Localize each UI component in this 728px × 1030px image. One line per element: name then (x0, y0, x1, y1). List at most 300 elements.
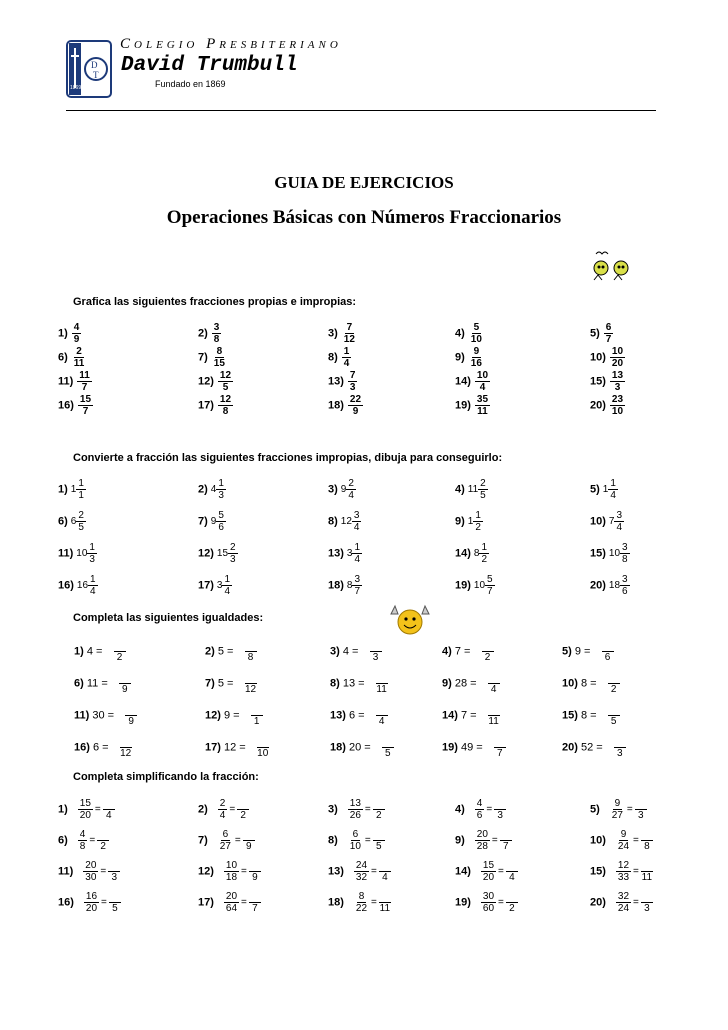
denominator: 64 (225, 903, 238, 914)
exercise-number: 9) (455, 515, 465, 528)
denominator: 2 (375, 810, 382, 821)
answer-fraction (114, 640, 126, 663)
answer-fraction (251, 704, 263, 727)
denominator: 3 (497, 810, 503, 821)
denominator: 5 (222, 382, 229, 393)
equation-left: 4 = (83, 645, 106, 658)
equals-sign: = (234, 835, 241, 846)
answer-fraction (482, 640, 494, 663)
answer-fraction (120, 736, 132, 759)
denominator: 5 (480, 490, 486, 501)
denominator: 4 (490, 684, 497, 695)
numerator: 3 (622, 574, 628, 585)
logo-year: 1869 (70, 85, 82, 91)
denominator: 5 (78, 522, 84, 533)
denominator: 60 (482, 903, 495, 914)
numerator: 30 (482, 891, 495, 902)
exercise-number: 12) (198, 865, 214, 878)
equation-left: 4 = (339, 645, 362, 658)
fraction (352, 574, 362, 597)
exercise-number: 15) (590, 547, 606, 560)
answer-blank (119, 672, 131, 684)
exercise-number: 12) (205, 709, 221, 722)
exercise-number: 14) (455, 547, 471, 560)
numerator: 13 (611, 370, 624, 381)
numerator: 1 (89, 542, 95, 553)
exercise-number: 7) (198, 515, 208, 528)
fraction (352, 542, 362, 565)
fraction (78, 798, 93, 821)
numerator: 9 (614, 798, 621, 809)
numerator: 4 (73, 322, 80, 333)
exercise-item (198, 394, 233, 420)
exercise-item (328, 798, 385, 824)
numerator: 15 (79, 798, 91, 809)
equation-left: 5 = (214, 677, 237, 690)
exercise-item (455, 798, 506, 824)
answer-fraction (379, 891, 391, 914)
whole-part: 3 (216, 580, 223, 591)
equals-sign: = (241, 897, 247, 908)
denominator: 4 (354, 554, 361, 565)
numerator: 10 (476, 370, 489, 381)
exercise-number: 7) (198, 834, 208, 847)
numerator: 1 (475, 510, 481, 521)
exercise-item (58, 478, 86, 504)
exercise-item (74, 672, 131, 698)
fraction (348, 370, 358, 393)
numerator: 2 (76, 346, 82, 357)
denominator: 10 (611, 406, 624, 417)
exercise-number: 16) (58, 399, 74, 412)
numerator: 2 (78, 510, 84, 521)
equation-left: 5 = (214, 645, 237, 658)
equals-sign: = (633, 897, 639, 908)
answer-blank (641, 891, 653, 903)
exercise-number: 4) (455, 803, 465, 816)
equation-left: 6 = (89, 741, 112, 754)
exercise-item (74, 736, 132, 762)
numerator: 9 (473, 346, 480, 357)
equals-sign: = (498, 866, 504, 877)
exercise-number: 4) (455, 327, 465, 340)
exercise-number: 15) (590, 865, 606, 878)
section-graph-title: Grafica las siguientes fracciones propias e impropias: (73, 296, 357, 308)
exercise-item (455, 574, 495, 600)
equation-left: 28 = (451, 677, 480, 690)
answer-fraction (635, 798, 647, 821)
denominator: 9 (128, 716, 134, 727)
equation-left: 11 = (83, 677, 111, 690)
equation-left: 8 = (577, 709, 600, 722)
numerator: 35 (476, 394, 489, 405)
exercise-number: 14) (455, 865, 471, 878)
header-divider (66, 110, 656, 111)
denominator: 28 (476, 841, 488, 852)
exercise-item (590, 829, 653, 855)
denominator: 4 (509, 872, 515, 883)
equation-left: 52 = (577, 741, 606, 754)
school-name: David Trumbull (121, 54, 298, 77)
denominator: 30 (85, 872, 97, 883)
exercise-item (590, 574, 630, 600)
answer-blank (379, 860, 391, 872)
answer-blank (602, 640, 614, 652)
answer-blank (506, 891, 518, 903)
exercise-item (58, 346, 86, 372)
exercise-number: 10) (590, 351, 606, 364)
denominator: 8 (247, 652, 254, 663)
denominator: 7 (81, 382, 88, 393)
fraction (479, 542, 489, 565)
denominator: 4 (479, 382, 486, 393)
denominator: 4 (224, 586, 231, 597)
answer-blank (641, 829, 653, 841)
fraction (342, 346, 352, 369)
denominator: 3 (111, 872, 118, 883)
exercise-item (590, 370, 625, 396)
exercise-number: 17) (205, 741, 221, 754)
fraction (84, 891, 99, 914)
denominator: 32 (355, 872, 368, 883)
fraction (216, 478, 226, 501)
answer-blank (103, 798, 115, 810)
answer-fraction (376, 704, 388, 727)
exercise-item (205, 672, 257, 698)
exercise-number: 3) (330, 645, 340, 658)
equals-sign: = (491, 835, 498, 846)
exercise-number: 1) (74, 645, 84, 658)
exercise-item (562, 640, 614, 666)
fraction (77, 370, 92, 393)
answer-blank (237, 798, 249, 810)
denominator: 12 (120, 748, 132, 759)
answer-blank (376, 704, 388, 716)
equation-left: 6 = (345, 709, 368, 722)
answer-fraction (245, 640, 257, 663)
answer-blank (249, 891, 261, 903)
denominator: 10 (349, 841, 361, 852)
denominator: 2 (240, 810, 246, 821)
answer-fraction (506, 891, 518, 914)
equals-sign: = (229, 804, 236, 815)
exercise-item (198, 542, 238, 568)
exercise-number: 3) (328, 483, 338, 496)
answer-fraction (257, 736, 269, 759)
whole-part: 1 (467, 516, 474, 527)
page-subtitle: Operaciones Básicas con Números Fraccionarios (166, 207, 562, 228)
denominator: 8 (213, 334, 220, 345)
exercise-number: 11) (74, 709, 90, 722)
fraction (78, 394, 93, 417)
equals-sign: = (371, 897, 377, 908)
exercise-item (330, 736, 394, 762)
denominator: 3 (218, 490, 224, 501)
exercise-item (328, 574, 362, 600)
exercise-number: 15) (590, 375, 606, 388)
exercise-item (328, 322, 357, 348)
answer-fraction (373, 829, 385, 852)
numerator: 12 (219, 370, 232, 381)
exercise-number: 10) (562, 677, 578, 690)
answer-blank (506, 860, 518, 872)
answer-fraction (103, 798, 115, 821)
school-top-line: Colegio Presbiteriano (120, 36, 342, 52)
answer-blank (243, 829, 255, 841)
whole-part: 9 (340, 484, 347, 495)
denominator: 20 (85, 903, 98, 914)
exercise-number: 18) (328, 896, 344, 909)
exercise-item (590, 478, 618, 504)
fraction (475, 829, 490, 852)
whole-part: 8 (473, 548, 480, 559)
answer-fraction (373, 798, 385, 821)
exercise-number: 12) (198, 375, 214, 388)
whole-part: 3 (346, 548, 353, 559)
denominator: 2 (610, 684, 617, 695)
fraction (87, 542, 97, 565)
answer-blank (494, 798, 506, 810)
whole-part: 10 (608, 548, 621, 559)
answer-fraction (506, 860, 518, 883)
answer-fraction (494, 798, 506, 821)
exercise-number: 13) (330, 709, 346, 722)
exercise-number: 8) (328, 515, 338, 528)
answer-fraction (109, 891, 121, 914)
denominator: 4 (90, 586, 96, 597)
answer-fraction (608, 704, 620, 727)
fraction (216, 510, 226, 533)
exercise-number: 14) (442, 709, 458, 722)
exercise-number: 19) (442, 741, 458, 754)
fraction (620, 574, 630, 597)
answer-blank (257, 736, 269, 748)
denominator: 1 (253, 716, 260, 727)
denominator: 2 (484, 652, 491, 663)
answer-blank (249, 860, 261, 872)
fraction (218, 829, 233, 852)
denominator: 8 (79, 841, 86, 852)
exercise-item (590, 346, 625, 372)
numerator: 12 (219, 394, 232, 405)
numerator: 4 (79, 829, 86, 840)
numerator: 10 (225, 860, 238, 871)
denominator: 2 (100, 841, 106, 852)
answer-blank (608, 672, 620, 684)
answer-fraction (382, 736, 394, 759)
denominator: 7 (496, 748, 503, 759)
answer-blank (635, 798, 647, 810)
answer-fraction (243, 829, 255, 852)
exercise-item (328, 891, 391, 917)
exercise-number: 13) (328, 375, 344, 388)
denominator: 20 (79, 810, 91, 821)
fraction (72, 322, 82, 345)
denominator: 33 (617, 872, 630, 883)
denominator: 6 (218, 522, 224, 533)
denominator: 16 (470, 358, 482, 369)
denominator: 7 (487, 586, 493, 597)
exercise-item (442, 640, 494, 666)
numerator: 32 (617, 891, 630, 902)
page-title: GUIA DE EJERCICIOS (274, 173, 454, 192)
numerator: 13 (349, 798, 361, 809)
exercise-item (328, 510, 361, 536)
fraction (348, 798, 363, 821)
answer-blank (488, 672, 500, 684)
exercise-item (590, 394, 625, 420)
answer-fraction (641, 829, 653, 852)
fraction (224, 891, 239, 914)
answer-blank (373, 829, 385, 841)
exercise-number: 20) (590, 399, 606, 412)
denominator: 2 (481, 554, 488, 565)
exercise-item (58, 510, 86, 536)
numerator: 3 (353, 510, 360, 521)
denominator: 10 (257, 748, 269, 759)
answer-blank (500, 829, 512, 841)
exercise-number: 8) (328, 351, 338, 364)
equation-left: 7 = (457, 709, 480, 722)
answer-fraction (97, 829, 109, 852)
denominator: 3 (372, 652, 379, 663)
exercise-item (198, 574, 232, 600)
denominator: 6 (476, 810, 483, 821)
exercise-item (58, 891, 121, 917)
exercise-number: 5) (590, 327, 600, 340)
answer-blank (482, 640, 494, 652)
denominator: 7 (354, 586, 361, 597)
whole-part: 1 (602, 484, 609, 495)
exercise-number: 1) (58, 327, 68, 340)
exercise-number: 17) (198, 399, 214, 412)
fraction (88, 574, 98, 597)
exercise-item (562, 736, 626, 762)
numerator: 10 (611, 346, 624, 357)
exercise-number: 19) (455, 579, 471, 592)
numerator: 3 (354, 574, 361, 585)
exercise-number: 17) (198, 896, 214, 909)
equals-sign: = (364, 835, 371, 846)
equals-sign: = (101, 897, 107, 908)
exercise-item (198, 829, 255, 855)
denominator: 12 (244, 684, 257, 695)
answer-fraction (602, 640, 614, 663)
exercise-item (590, 510, 624, 536)
answer-fraction (614, 736, 626, 759)
numerator: 20 (85, 860, 97, 871)
fraction (608, 478, 618, 501)
equation-left: 9 = (571, 645, 594, 658)
numerator: 2 (348, 478, 354, 489)
denominator: 27 (219, 841, 231, 852)
answer-fraction (108, 860, 120, 883)
equals-sign: = (486, 804, 493, 815)
answer-blank (109, 891, 121, 903)
fraction (83, 860, 98, 883)
exercise-item (455, 860, 518, 886)
equals-sign: = (633, 835, 639, 846)
exercise-number: 18) (330, 741, 346, 754)
exercise-item (205, 640, 257, 666)
exercise-number: 7) (198, 351, 208, 364)
exercise-number: 2) (205, 645, 215, 658)
fraction (604, 322, 614, 345)
answer-fraction (119, 672, 131, 695)
numerator: 20 (225, 891, 238, 902)
exercise-number: 11) (58, 865, 74, 878)
numerator: 5 (218, 510, 224, 521)
exercise-item (205, 736, 269, 762)
denominator: 3 (616, 748, 623, 759)
exercise-item (198, 798, 249, 824)
denominator: 15 (213, 358, 225, 369)
fraction (348, 829, 363, 852)
exercise-number: 18) (328, 579, 344, 592)
fraction (616, 829, 631, 852)
numerator: 5 (473, 322, 480, 333)
exercise-number: 6) (74, 677, 84, 690)
fraction (616, 860, 631, 883)
exercise-number: 18) (328, 399, 344, 412)
exercise-number: 2) (198, 483, 208, 496)
exercise-number: 11) (58, 547, 74, 560)
exercise-number: 19) (455, 399, 471, 412)
denominator: 3 (349, 382, 356, 393)
exercise-item (58, 322, 81, 348)
answer-blank (370, 640, 382, 652)
exercise-item (455, 394, 490, 420)
numerator: 3 (213, 322, 220, 333)
exercise-number: 12) (198, 547, 214, 560)
exercise-item (198, 370, 233, 396)
exercise-item (590, 891, 653, 917)
numerator: 6 (352, 829, 359, 840)
denominator: 4 (353, 522, 360, 533)
whole-part: 1 (70, 484, 77, 495)
answer-fraction (488, 704, 500, 727)
equation-left: 30 = (89, 709, 118, 722)
exercise-item (330, 704, 388, 730)
answer-fraction (494, 736, 506, 759)
numerator: 16 (85, 891, 98, 902)
fraction (354, 891, 369, 914)
exercise-item (330, 640, 382, 666)
denominator: 4 (616, 522, 623, 533)
exercise-item (205, 704, 263, 730)
exercise-item (455, 370, 490, 396)
cartoon-creatures-icon (588, 250, 636, 286)
equation-left: 13 = (339, 677, 368, 690)
denominator: 7 (605, 334, 612, 345)
exercise-item (442, 704, 500, 730)
section-simplify-title: Completa simplificando la fracción: (73, 771, 259, 783)
fraction (475, 370, 490, 393)
equation-left: 8 = (577, 677, 600, 690)
fraction (610, 370, 625, 393)
fraction (228, 542, 238, 565)
numerator: 12 (617, 860, 630, 871)
denominator: 9 (245, 841, 252, 852)
exercise-number: 1) (58, 803, 68, 816)
denominator: 2 (509, 903, 515, 914)
fraction (222, 574, 232, 597)
numerator: 8 (216, 346, 223, 357)
fraction (218, 394, 233, 417)
denominator: 9 (122, 684, 128, 695)
exercise-number: 9) (455, 351, 465, 364)
numerator: 6 (605, 322, 612, 333)
